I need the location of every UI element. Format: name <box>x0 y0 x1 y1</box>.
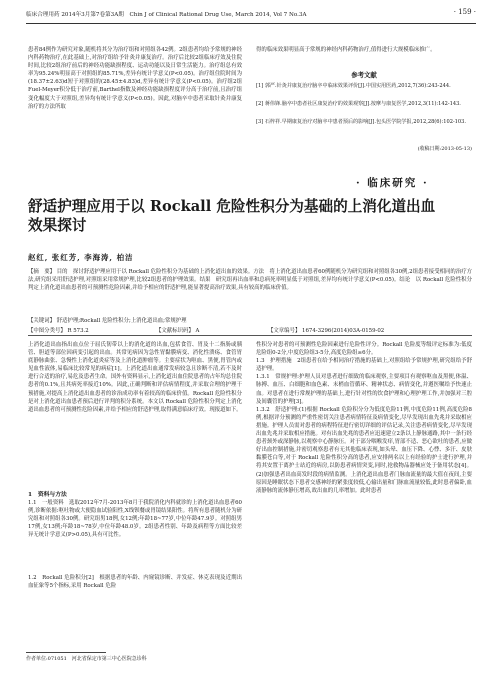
clc-number: 【中图分类号】 R 573.2 <box>28 328 89 334</box>
references-heading: 参考文献 <box>351 71 377 79</box>
article-number: 【文章编号】 1674-3296(2014)03A-0159-02 <box>268 328 385 334</box>
journal-citation: 临床合理用药 2014年3月第7卷第3A期 Chin J of Clinical Rational Drug Use, March 2014, Vol 7 No.3A <box>26 12 307 18</box>
reference-item: [1] 郭严.针灸并康复治疗脑卒中临床效果评价[J].中国实用医药,2012,7(36):243-244. <box>256 83 451 89</box>
keywords: 【关键词】 舒适护理;Rockall 危险性积分;上消化道出血;常规护理 <box>28 318 187 324</box>
document-code: 【文献标识码】 A <box>156 328 200 334</box>
abstract: 【摘 要】 目的 探讨舒适护理应用于以 Rockall 危险性积分为基础的上消化道出血的效果。方法 将上消化道出血患者60例随机分为研究组和对照组各30例,2组患者接受相同的治疗方法,研究组采用舒适护理,对照组采用常规护理,比较2组患者的护理效果。结果 研究组再出血率和总病死率明显低于对照组,差异均有统计学意义(P<0.05)。结论 以 Rockall 危险性积分判定上消化道出血患者的可预测性危险因素,并给予相应的舒适护理,能显著提高治疗效果,具有较高的临床价值。 <box>28 269 472 292</box>
article-authors: 赵红, 张红芳, 李海涛, 柏洁 <box>28 253 134 262</box>
right-column-text: 性积分对患者的可预测性危险因素进行危险性评分。Rockall 危险度等级评定标准为:低度危险组0-2分,中度危险组3-5分,高度危险组≥6分。 1.3 护理措施 2组患者在给予相同治疗措施的基础上,对照组给予常规护理,研究组给予舒适护理。 1.3.1 常规护理:护理人员对患者进行细致的临床观察,主要项目有观察呕血及黑便,体温、脉搏、血压、白细胞和血色素、末梢血管循环、精神状态、病情变化,并遵医嘱给予快速止血。对患者在进行常规护理的基础上,进行针对性的饮食护理和心理护理工作,并加强对三腔及间囊管的护理[3]。 1.3.2 舒适护理:(1)根据 Rockall 危险积分分为低度危险11例,中度危险11例,高度危险8例,根据评分预测的严重性密切关注患者病情特征及病情变化,尽早发现出血先兆并采取相应措施。护理人员需对患者的病程特征进行密切详细的评估记录,关注患者病情变化,尽早发现出血先兆并采取相应措施。对有出血先兆的患者应迅速建立2条以上静脉通路,其中一条行经患者颈外或深静脉,以观察中心静脉压。对于部分咽喉发痒,胃部不适、恶心欲吐的患者,应做好出血控制措施,并密切观察患者有无其他临床表现,如头晕、血压下降、心悸、多汗、皮肤黏膜苍白等,对于 Rockall 危险性积分高的患者,应安排两名以上有经验的护士进行护理,并将其安置于离护士站近的病房,以防患者病情突变,同时,抢救物品器械应处于备用状态[4]。(2)加强患者出血高发时段的病情监测。上消化道出血患者门脉血流量的最大值在夜间,主要原因是睡眠状态下患者交感神经的紧张度较低,心输出量和门脉血流量较低,此时患者偏卧,血液静脉的流体静压增高,故出血的几率增加。此时患者 <box>256 342 472 494</box>
prev-article-right-paragraph: 得的临床效果明显高于常规的神经内科药物治疗,值得进行大规模临床推广。 <box>256 47 436 53</box>
rockall-paragraph: 1.2 Rockall 危险积分[2] 根据患者的年龄、内窥镜诊断、并发症、休克表现及近期出血征象等5个指标,采用 Rockall 危险 <box>28 575 242 590</box>
reference-item: [3] 石梓祥.早期康复治疗对脑卒中患者预后的影响[J].包头医学院学报,2012,28(6):102-103. <box>256 119 467 125</box>
page-number: · 159 · <box>453 8 476 16</box>
received-date: (收稿日期:2013-05-13) <box>417 146 472 152</box>
divider <box>28 335 472 336</box>
general-data-paragraph: 1.1 一般资料 选取2012年7月-2013年8月于我院消化内科就诊的上消化道出血患者60例,诊断依据:呕吐物或大便隐血试验阳性,X线钡餐或胃镜结果阳性。将所有患者随机分为研究组和对照组各30例。研究组男18例,女12例;年龄18~77岁,中位年龄47.9岁。对照组男17例,女13例;年龄18~78岁,中位年龄48.0岁。2组患者性别、年龄及病程等方面比较差异无统计学意义(P>0.05),具有可比性。 <box>28 500 242 539</box>
running-header <box>26 9 476 24</box>
prev-article-left-paragraph: 患者84例作为研究对象,随机将其分为治疗组和对照组各42例。2组患者均给予常规的神经内科药物治疗,在此基础上,对治疗组给予针灸并康复治疗。治疗后比较2组临床疗效及住院时间,比较2组治疗前后的神经功能缺损程度、运动功能以及日常生活能力。治疗组总有效率为95.24%明显高于对照组的85.71%,差异有统计学意义(P<0.05)。治疗组住院时间为(18.37±2.63)d短于对照组的(28.45±4.83)d,差异有统计学意义(P<0.05)。治疗组2组Fuel-Meyer积分低于治疗前,Barthel指数及神经功能缺损程度评分高于治疗前,且治疗组变化幅度大于对照组,差异均有统计学意义(P<0.05)。因此,对脑卒中患者采取针灸并康复治疗的方法所取 <box>28 47 242 110</box>
section-label: · 临床研究 · <box>356 177 429 189</box>
author-affiliation: 作者单位:071051 河北省保定市第三中心医院急诊科 <box>26 656 147 662</box>
footer-divider <box>26 652 106 653</box>
section-heading: 1 资料与方法 <box>28 492 67 498</box>
intro-paragraph: 上消化道出血指出血点位于屈氏韧带以上的消化道的出血,包括食管、胃及十二指肠或胰管、胆道等部位因病变引起的出血。其常见病因为急性胃黏膜病变、消化性溃疡、食管胃底静脉曲张、急慢性上消化道炎症等及上消化道肿瘤等。主要症状为呕血、黑便,胃管内或见血性液体,易临床比较常见的病症[1]。上消化道出血通常发病较急且诊断不清,若不及时进行合适的治疗,易危及患者生命。国外有资料显示,上消化道出血住院患者的占年均总住院患者的0.1%,且其病死率接近10%。因此,正确判断和评估病情程度,并采取合理的护理干预措施,对提高上消化道出血患者的诊治成功率有着较高的临床价值。Rockall 危险性积分是对上消化道出血患者预后进行评判的积分系统。本文以 Rockall 危险性积分判定上消化道出血患者的可预测性危险因素,并给予相应的舒适护理,取得满意临床疗效。现报道如下。 <box>28 342 242 413</box>
article-title-line-1: 舒适护理应用于以 Rockall 危险性积分为基础的上消化道出血 <box>28 198 436 215</box>
article-title-line-2: 效果探讨 <box>28 217 87 234</box>
reference-item: [2] 蒋伟锋.脑卒中患者社区康复治疗的效果观察[J].按摩与康复医学,2012,3(11):142-143. <box>256 101 461 107</box>
